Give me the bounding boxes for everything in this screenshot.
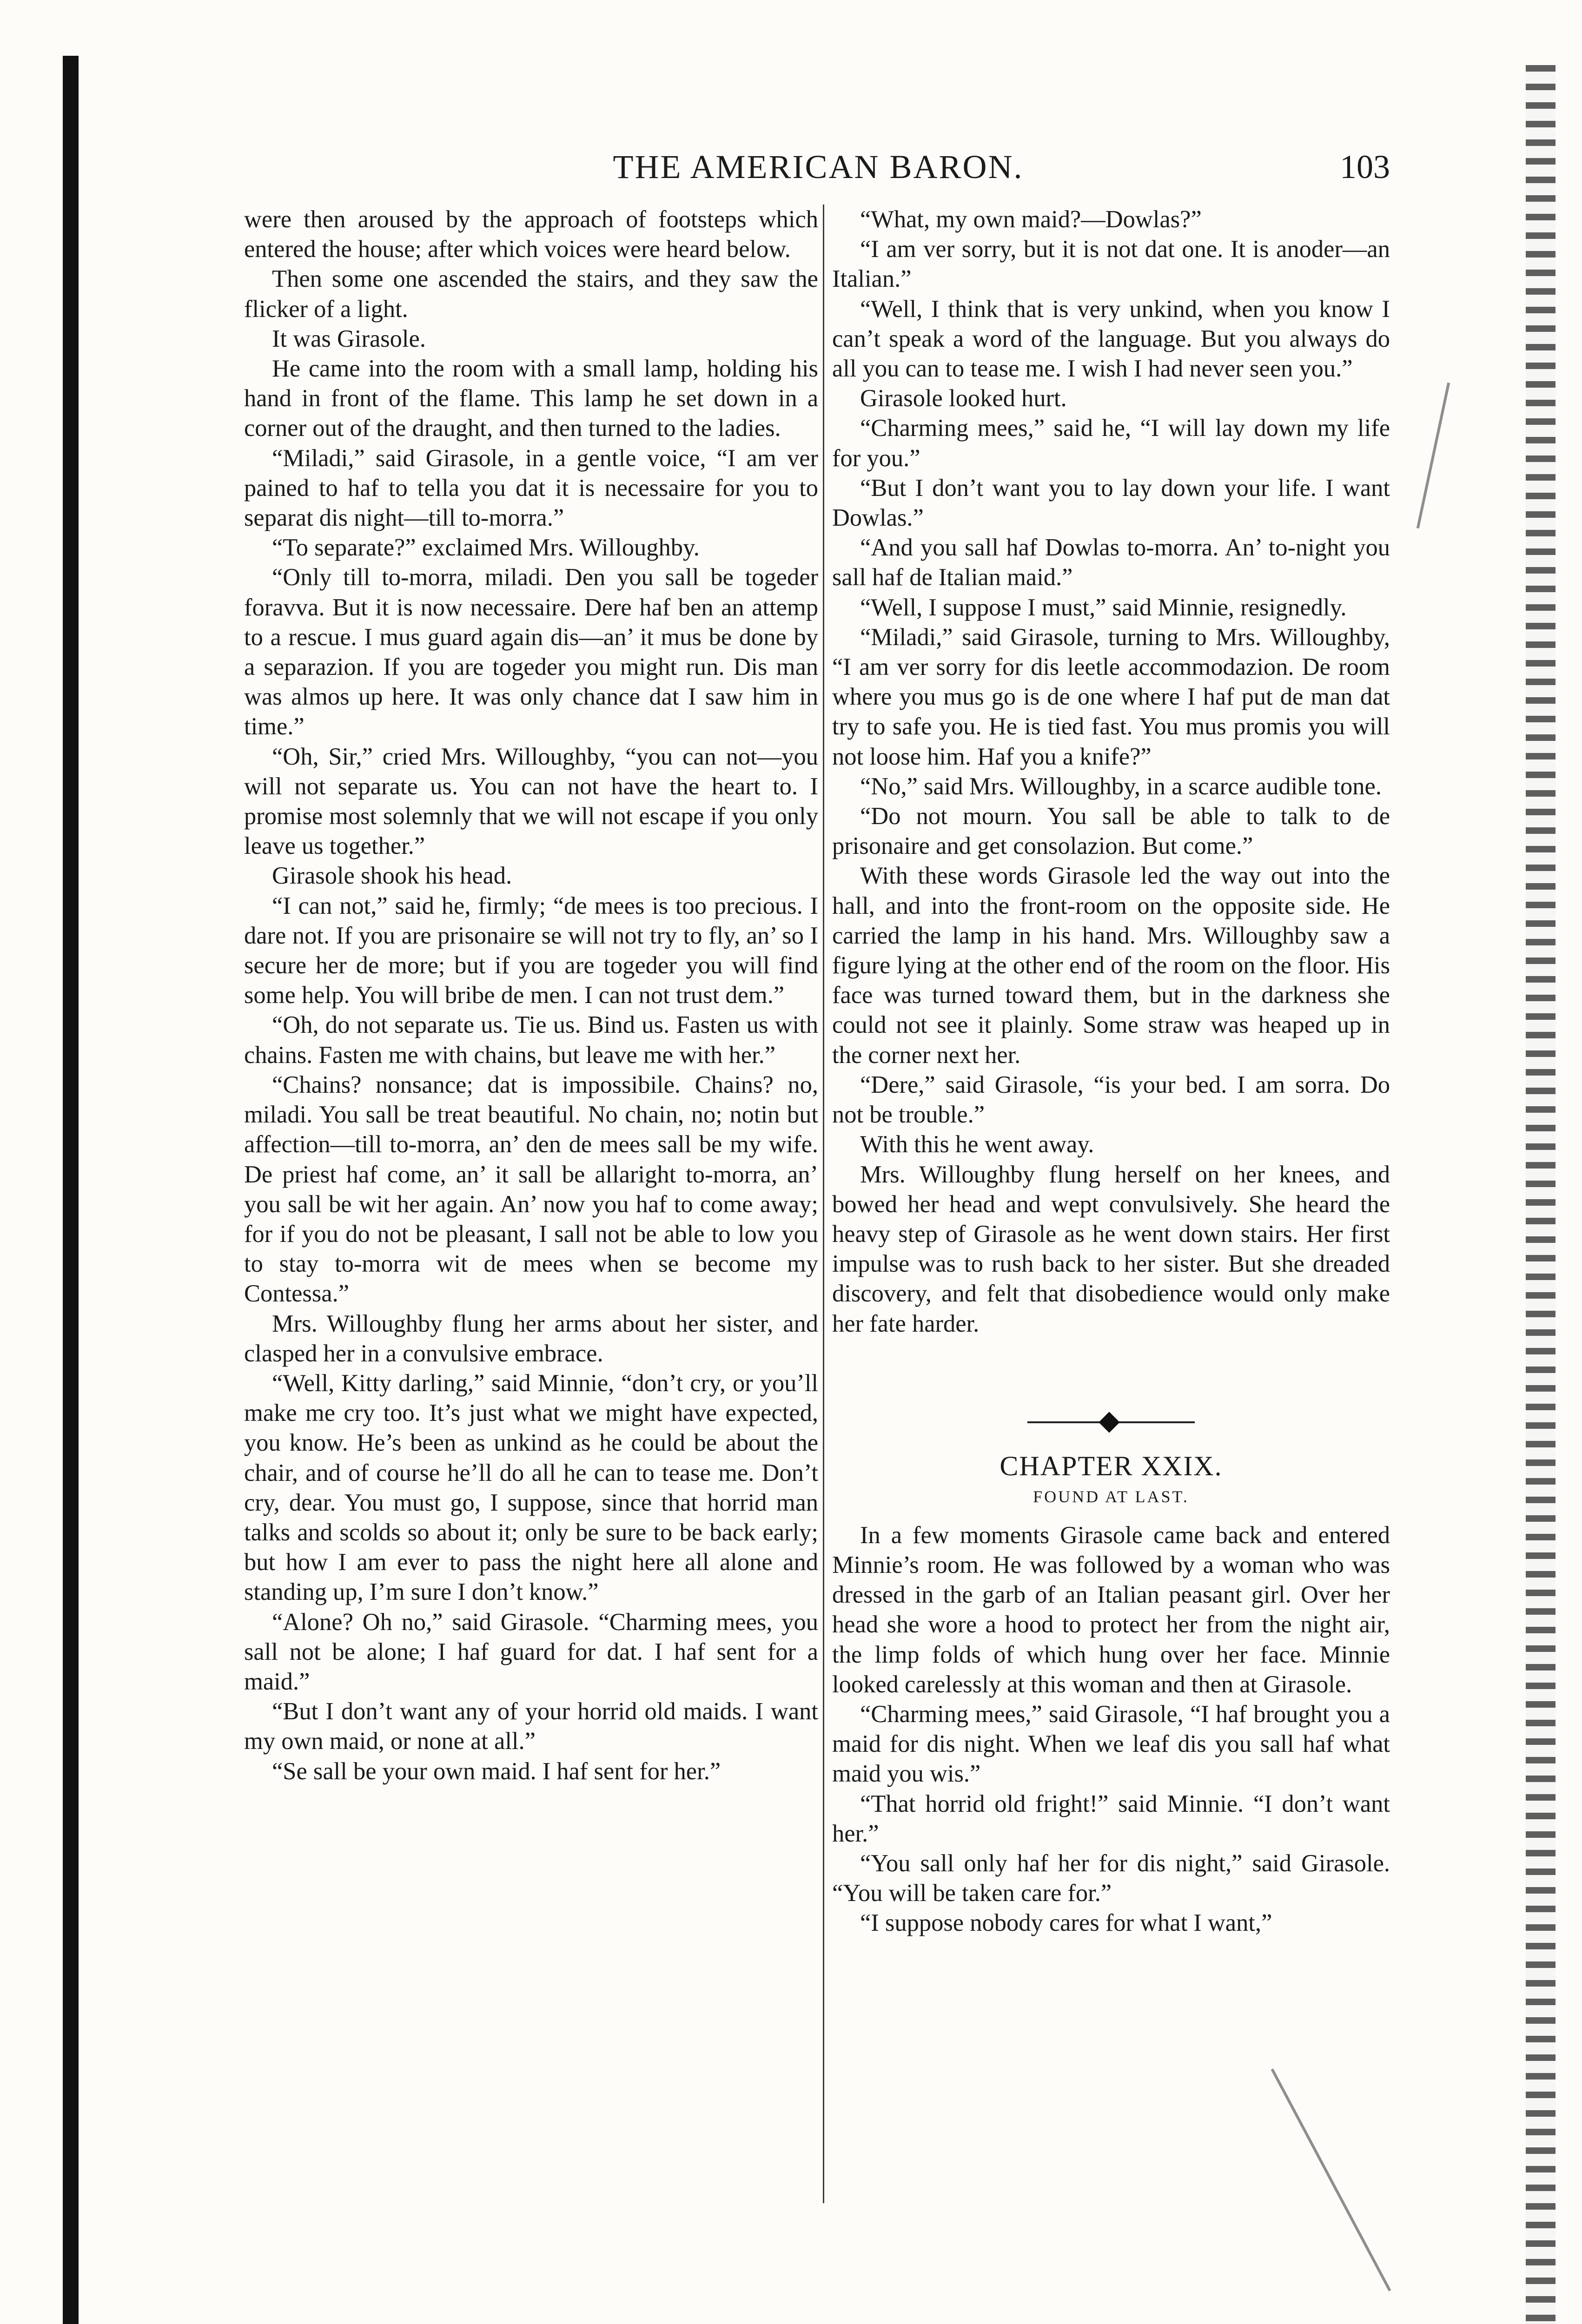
- paragraph: “Well, I suppose I must,” said Minnie, resignedly.: [860, 594, 1347, 621]
- paragraph: “Chains? nonsance; dat is impossibile. Chains? no, miladi. You sall be treat beautiful. No chain, no; notin but affection—till to-morra, an’ den de mees sall be my wife. De priest haf come, an’ it sall be allaright to-morra, an’ you sall be wit her again. An’ now you haf to come away; for if you do not be pleasant, I sall not be able to low you to stay to-morra wit de mees when se become my Contessa.”: [244, 1071, 818, 1307]
- paragraph: “Only till to-morra, miladi. Den you sall be togeder foravva. But it is now necessaire. Dere haf ben an attemp to a rescue. I mus guard again dis—an’ it mus be done by a separazion. If you are togeder you might run. Dis man was almos up here. It was only chance dat I saw him in time.”: [244, 564, 818, 740]
- binding-edge-right: [1526, 65, 1556, 2324]
- right-column: [832, 205, 1390, 1938]
- paragraph: “Well, I think that is very unkind, when you know I can’t speak a word of the language. But you always do all you can to tease me. I wish I had never seen you.”: [832, 295, 1390, 383]
- section-ornament: [832, 1408, 1390, 1436]
- paragraph: “Miladi,” said Girasole, turning to Mrs. Willoughby, “I am ver sorry for dis leetle accommodazion. De room where you mus go is de one where I haf put de man dat try to safe you. He is tied fast. You mus promis you will not loose him. Haf you a knife?”: [832, 623, 1390, 770]
- binding-edge-left: [63, 56, 79, 2324]
- pencil-mark: [1417, 383, 1450, 528]
- paragraph: Then some one ascended the stairs, and they saw the flicker of a light.: [244, 265, 818, 323]
- paragraph: “But I don’t want you to lay down your life. I want Dowlas.”: [832, 474, 1390, 532]
- page-header: [246, 148, 1390, 199]
- paragraph: “What, my own maid?—Dowlas?”: [860, 206, 1202, 233]
- paragraph: “To separate?” exclaimed Mrs. Willoughby.: [272, 534, 700, 561]
- paragraph: Mrs. Willoughby flung herself on her knees, and bowed her head and wept convulsively. She heard the heavy step of Girasole as he went down stairs. Her first impulse was to rush back to her sister. But she dreaded discovery, and felt that disobedience would only make her fate harder.: [832, 1161, 1390, 1337]
- paragraph: “You sall only haf her for dis night,” said Girasole. “You will be taken care for.”: [832, 1849, 1390, 1907]
- column-divider: [823, 205, 824, 2203]
- ornament-diamond-icon: [1099, 1412, 1119, 1433]
- paragraph: “That horrid old fright!” said Minnie. “I don’t want her.”: [832, 1790, 1390, 1847]
- paragraph: “Oh, do not separate us. Tie us. Bind us. Fasten us with chains. Fasten me with chains, but leave me with her.”: [244, 1011, 818, 1069]
- paragraph: “I can not,” said he, firmly; “de mees is too precious. I dare not. If you are prisonaire se will not try to fly, an’ so I secure her de more; but if you are togeder you will find some help. You will bribe de men. I can not trust dem.”: [244, 892, 818, 1009]
- paragraph: It was Girasole.: [272, 325, 426, 352]
- chapter-subtitle: FOUND AT LAST.: [1033, 1487, 1189, 1506]
- page-number: 103: [1340, 148, 1390, 185]
- paragraph: “Dere,” said Girasole, “is your bed. I am sorra. Do not be trouble.”: [832, 1071, 1390, 1129]
- paragraph: “Se sall be your own maid. I haf sent for her.”: [272, 1757, 721, 1785]
- paragraph: “Do not mourn. You sall be able to talk to de prisonaire and get consolazion. But come.”: [832, 803, 1390, 860]
- paragraph: With this he went away.: [860, 1131, 1094, 1158]
- paragraph: With these words Girasole led the way out into the hall, and into the front-room on the opposite side. He carried the lamp in his hand. Mrs. Willoughby saw a figure lying at the other end of the room on the floor. His face was turned toward them, but in the darkness she could not see it plainly. Some straw was heaped up in the corner next her.: [832, 862, 1390, 1069]
- paragraph: were then aroused by the approach of footsteps which entered the house; after which voices were heard below.: [244, 206, 818, 263]
- paragraph: In a few moments Girasole came back and entered Minnie’s room. He was followed by a woman who was dressed in the garb of an Italian peasant girl. Over her head she wore a hood to protect her from the night air, the limp folds of which hung over her face. Minnie looked carelessly at this woman and then at Girasole.: [832, 1521, 1390, 1698]
- paragraph: “I suppose nobody cares for what I want,”: [860, 1909, 1272, 1937]
- paragraph: “Charming mees,” said he, “I will lay down my life for you.”: [832, 415, 1390, 472]
- left-column: [244, 205, 818, 1786]
- paragraph: “Charming mees,” said Girasole, “I haf brought you a maid for dis night. When we leaf dis you sall haf what maid you wis.”: [832, 1700, 1390, 1788]
- running-head: THE AMERICAN BARON.: [613, 148, 1024, 185]
- paragraph: Girasole shook his head.: [272, 862, 512, 890]
- paragraph: “Oh, Sir,” cried Mrs. Willoughby, “you can not—you will not separate us. You can not have the heart to. I promise most solemnly that we will not escape if you only leave us together.”: [244, 743, 818, 860]
- paragraph: “No,” said Mrs. Willoughby, in a scarce audible tone.: [860, 772, 1382, 800]
- paragraph: “Well, Kitty darling,” said Minnie, “don’t cry, or you’ll make me cry too. It’s just what we might have expected, you know. He’s been as unkind as he could be about the chair, and of course he’ll do all he can to tease me. Don’t cry, dear. You must go, I suppose, since that horrid man talks and scolds so about it; only be sure to be back early; but how I am ever to pass the night here all alone and standing up, I’m sure I don’t know.”: [244, 1369, 818, 1606]
- pencil-mark: [1271, 2068, 1391, 2291]
- paragraph: “Miladi,” said Girasole, in a gentle voice, “I am ver pained to haf to tella you dat it is necessaire for you to separat dis night—till to-morra.”: [244, 444, 818, 532]
- paragraph: “But I don’t want any of your horrid old maids. I want my own maid, or none at all.”: [244, 1698, 818, 1755]
- paragraph: “Alone? Oh no,” said Girasole. “Charming mees, you sall not be alone; I haf guard for dat. I haf sent for a maid.”: [244, 1608, 818, 1695]
- paragraph: “I am ver sorry, but it is not dat one. It is anoder—an Italian.”: [832, 236, 1390, 293]
- paragraph: Mrs. Willoughby flung her arms about her sister, and clasped her in a convulsive embrace.: [244, 1310, 818, 1367]
- paragraph: Girasole looked hurt.: [860, 385, 1067, 412]
- chapter-title: CHAPTER XXIX.: [1000, 1450, 1223, 1481]
- paragraph: “And you sall haf Dowlas to-morra. An’ to-night you sall haf de Italian maid.”: [832, 534, 1390, 591]
- paragraph: He came into the room with a small lamp, holding his hand in front of the flame. This lamp he set down in a corner out of the draught, and then turned to the ladies.: [244, 355, 818, 442]
